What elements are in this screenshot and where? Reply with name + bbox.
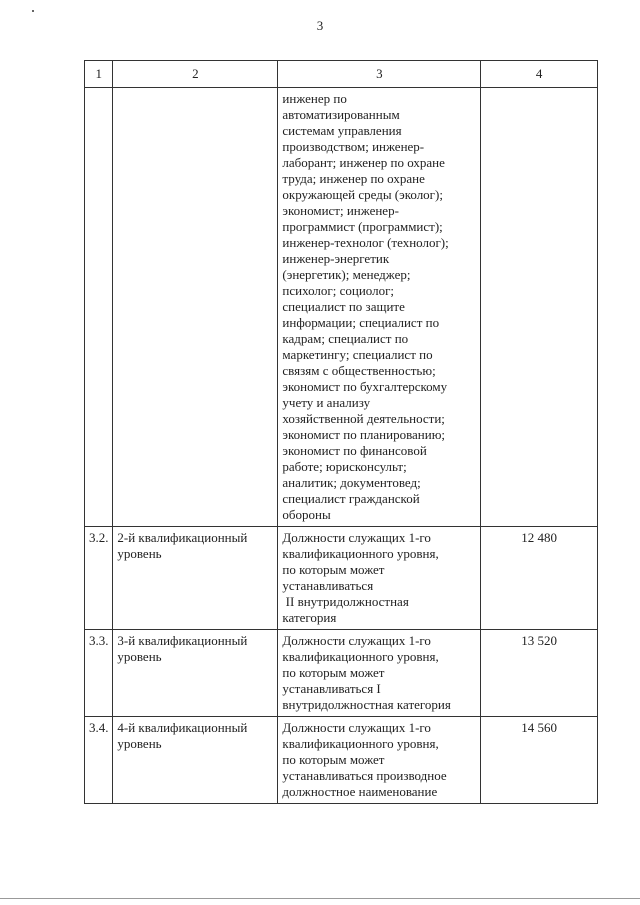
job-title-line: специалист гражданской [282, 491, 420, 506]
job-title-line: (энергетик); менеджер; [282, 267, 411, 282]
table-row [85, 630, 598, 717]
description-line: устанавливаться I [282, 681, 381, 696]
job-title-line: аналитик; документовед; [282, 475, 421, 490]
header-col-1: 1 [85, 61, 113, 88]
table-header-row [85, 61, 598, 88]
description-line: Должности служащих 1-го [282, 530, 431, 545]
salary-value: 14 560 [481, 717, 598, 804]
job-title-line: маркетингу; специалист по [282, 347, 433, 362]
job-title-line: лаборант; инженер по охране [282, 155, 445, 170]
description-line: квалификационного уровня, [282, 736, 439, 751]
description-line: по которым может [282, 752, 385, 767]
qualification-level-line: уровень [117, 546, 162, 561]
job-title-line: системам управления [282, 123, 402, 138]
qualification-level-line: 4-й квалификационный [117, 720, 248, 735]
job-title-line: труда; инженер по охране [282, 171, 425, 186]
job-title-line: экономист по бухгалтерскому [282, 379, 448, 394]
job-title-line: специалист по защите [282, 299, 405, 314]
table-row [85, 527, 598, 630]
job-title-line: связям с общественностью; [282, 363, 436, 378]
job-title-line: кадрам; специалист по [282, 331, 409, 346]
description-line: II внутридолжностная [282, 594, 409, 609]
qualification-level-line: 2-й квалификационный [117, 530, 248, 545]
row-number: 3.3. [85, 630, 113, 717]
description-line: Должности служащих 1-го [282, 720, 431, 735]
page-edge-line [0, 898, 640, 899]
job-title-line: инженер по [282, 91, 347, 106]
description-line: по которым может [282, 665, 385, 680]
job-title-line: экономист по планированию; [282, 427, 446, 442]
job-title-line: окружающей среды (эколог); [282, 187, 443, 202]
job-titles-cell [278, 88, 481, 527]
row-number: 3.2. [85, 527, 113, 630]
job-title-line: работе; юрисконсульт; [282, 459, 407, 474]
row-number: 3.4. [85, 717, 113, 804]
job-title-line: инженер-энергетик [282, 251, 390, 266]
qualification-level-line: уровень [117, 736, 162, 751]
position-description [278, 527, 481, 630]
job-title-line: учету и анализу [282, 395, 371, 410]
job-title-line: производством; инженер- [282, 139, 425, 154]
scan-speck [32, 10, 34, 12]
table-row-continuation [85, 88, 598, 527]
qualification-table [84, 60, 598, 804]
description-line: категория [282, 610, 337, 625]
job-title-line: программист (программист); [282, 219, 443, 234]
description-line: должностное наименование [282, 784, 438, 799]
description-line: устанавливаться [282, 578, 374, 593]
job-title-line: автоматизированным [282, 107, 400, 122]
qualification-level [113, 630, 278, 717]
qualification-level [113, 527, 278, 630]
header-col-3: 3 [278, 61, 481, 88]
description-line: квалификационного уровня, [282, 546, 439, 561]
qualification-level-line: 3-й квалификационный [117, 633, 248, 648]
job-title-line: инженер-технолог (технолог); [282, 235, 449, 250]
cell-empty [85, 88, 113, 527]
cell-empty [481, 88, 598, 527]
job-title-line: информации; специалист по [282, 315, 440, 330]
header-col-4: 4 [481, 61, 598, 88]
job-title-line: хозяйственной деятельности; [282, 411, 445, 426]
description-line: квалификационного уровня, [282, 649, 439, 664]
description-line: Должности служащих 1-го [282, 633, 431, 648]
description-line: по которым может [282, 562, 385, 577]
header-col-2: 2 [113, 61, 278, 88]
job-title-line: экономист по финансовой [282, 443, 427, 458]
description-line: внутридолжностная категория [282, 697, 451, 712]
cell-empty [113, 88, 278, 527]
description-line: устанавливаться производное [282, 768, 447, 783]
salary-value: 12 480 [481, 527, 598, 630]
job-title-line: экономист; инженер- [282, 203, 399, 218]
position-description [278, 630, 481, 717]
page-number: 3 [316, 18, 324, 33]
qualification-level [113, 717, 278, 804]
job-title-line: обороны [282, 507, 331, 522]
position-description [278, 717, 481, 804]
table-row [85, 717, 598, 804]
salary-value: 13 520 [481, 630, 598, 717]
qualification-level-line: уровень [117, 649, 162, 664]
job-title-line: психолог; социолог; [282, 283, 395, 298]
